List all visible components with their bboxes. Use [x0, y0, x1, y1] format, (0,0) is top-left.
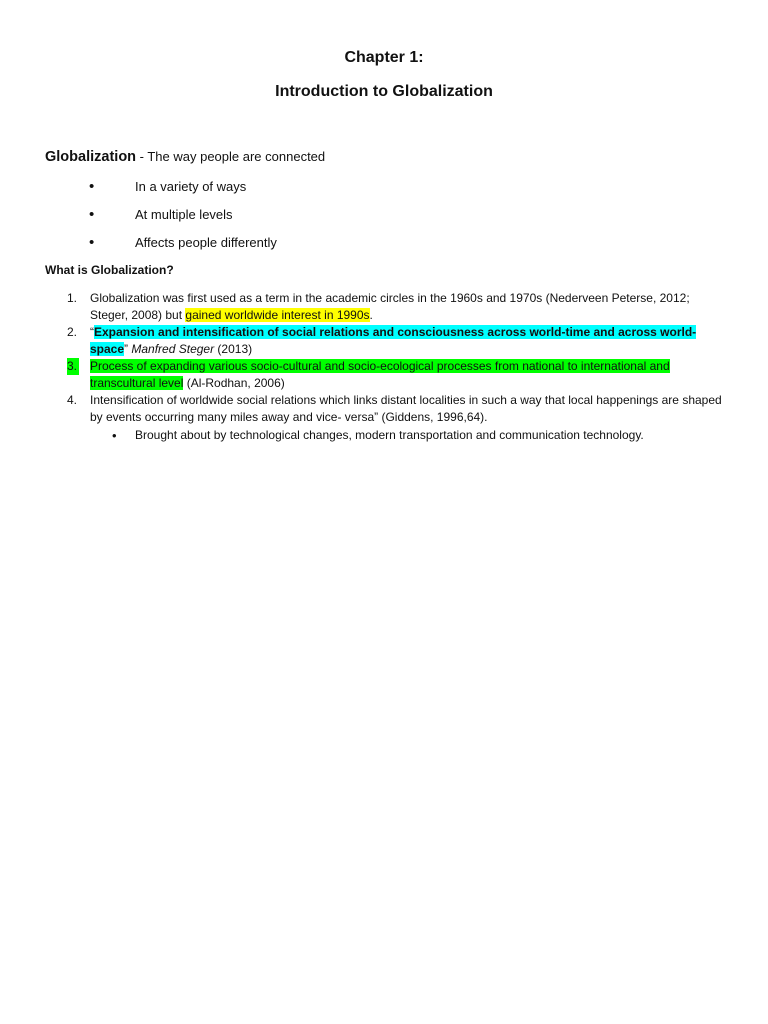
definition-line — [45, 149, 325, 165]
chapter-label: Chapter 1: — [344, 49, 424, 66]
bullet-text: Affects people differently — [135, 235, 277, 250]
item-number: 4. — [67, 393, 78, 407]
item-number: 1. — [67, 291, 78, 305]
quote-author: Manfred Steger — [131, 342, 215, 356]
definition-text: - The way people are connected — [136, 149, 326, 164]
bullet-text: In a variety of ways — [135, 179, 247, 194]
list-item — [45, 392, 725, 444]
bullet-dot-icon: • — [89, 206, 95, 223]
item-text-end: . — [369, 308, 373, 322]
item-text: Globalization was first used as a term in the academic circles in the 1960s and 1970s (Nederveen Peterse, 2012; Steger, 2008) but — [90, 291, 690, 322]
item-text: Intensification of worldwide social relations which links distant localities in such a way that local happenings are shaped by events occurring many miles away and vice- versa” (Giddens, 1996,64). — [90, 393, 722, 424]
bullet-dot-icon: • — [89, 234, 95, 251]
numbered-list — [45, 290, 725, 444]
highlighted-text: Process of expanding various socio-cultural and socio-ecological processes from national to international and transcultural level — [90, 359, 670, 390]
bullet-dot-icon: • — [112, 428, 117, 443]
sub-bullet-text: Brought about by technological changes, modern transportation and communication technology. — [135, 428, 644, 442]
sub-bullet-item — [90, 427, 725, 444]
item-number: 3. — [67, 359, 78, 373]
definition-term: Globalization — [45, 149, 137, 165]
list-item — [45, 290, 725, 324]
bullet-text: At multiple levels — [135, 207, 233, 222]
list-item — [45, 324, 725, 358]
bullet-dot-icon: • — [89, 178, 95, 195]
item-citation: (Al-Rodhan, 2006) — [183, 376, 285, 390]
item-number: 2. — [67, 325, 78, 339]
open-quote: “ — [90, 325, 94, 339]
highlighted-text: gained worldwide interest in 1990s — [185, 308, 370, 322]
chapter-title: Introduction to Globalization — [275, 83, 493, 100]
section-heading: What is Globalization? — [45, 263, 174, 277]
quote-year: (2013) — [214, 342, 253, 356]
close-quote: ” — [124, 342, 132, 356]
list-item — [45, 358, 725, 392]
highlighted-quote: Expansion and intensification of social relations and consciousness across world-time and across world-space — [90, 325, 697, 356]
